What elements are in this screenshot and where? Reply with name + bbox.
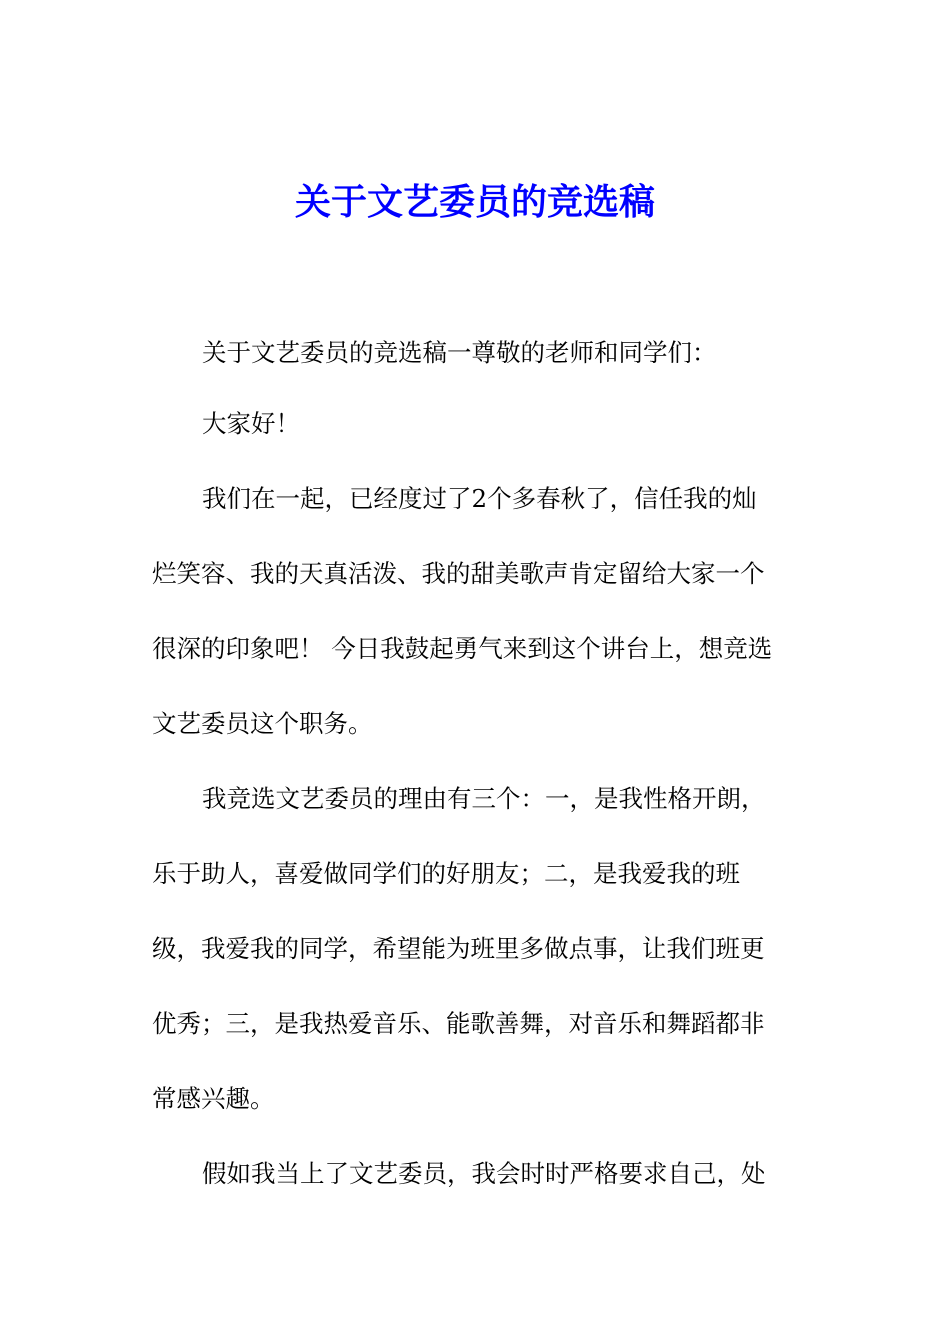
paragraph-line: 优秀；三，是我热爱音乐、能歌善舞，对音乐和舞蹈都非	[152, 1009, 765, 1038]
paragraph-line: 很深的印象吧！ 今日我鼓起勇气来到这个讲台上，想竞选	[152, 634, 773, 663]
paragraph-line: 文艺委员这个职务。	[152, 709, 373, 738]
paragraph-line: 我们在一起，已经度过了2个多春秋了，信任我的灿	[202, 484, 757, 513]
paragraph-line: 关于文艺委员的竞选稿一尊敬的老师和同学们：	[202, 338, 717, 367]
paragraph-line: 我竞选文艺委员的理由有三个：一，是我性格开朗，	[202, 784, 766, 813]
paragraph-line: 乐于助人，喜爱做同学们的好朋友；二，是我爱我的班	[152, 859, 740, 888]
paragraph-line: 级，我爱我的同学，希望能为班里多做点事，让我们班更	[152, 934, 765, 963]
paragraph-line: 烂笑容、我的天真活泼、我的甜美歌声肯定留给大家一个	[152, 559, 765, 588]
paragraph-line: 大家好！	[202, 409, 300, 438]
document-title: 关于文艺委员的竞选稿	[294, 181, 655, 223]
paragraph-line: 假如我当上了文艺委员，我会时时严格要求自己，处	[202, 1159, 766, 1188]
paragraph-line: 常感兴趣。	[152, 1084, 275, 1113]
